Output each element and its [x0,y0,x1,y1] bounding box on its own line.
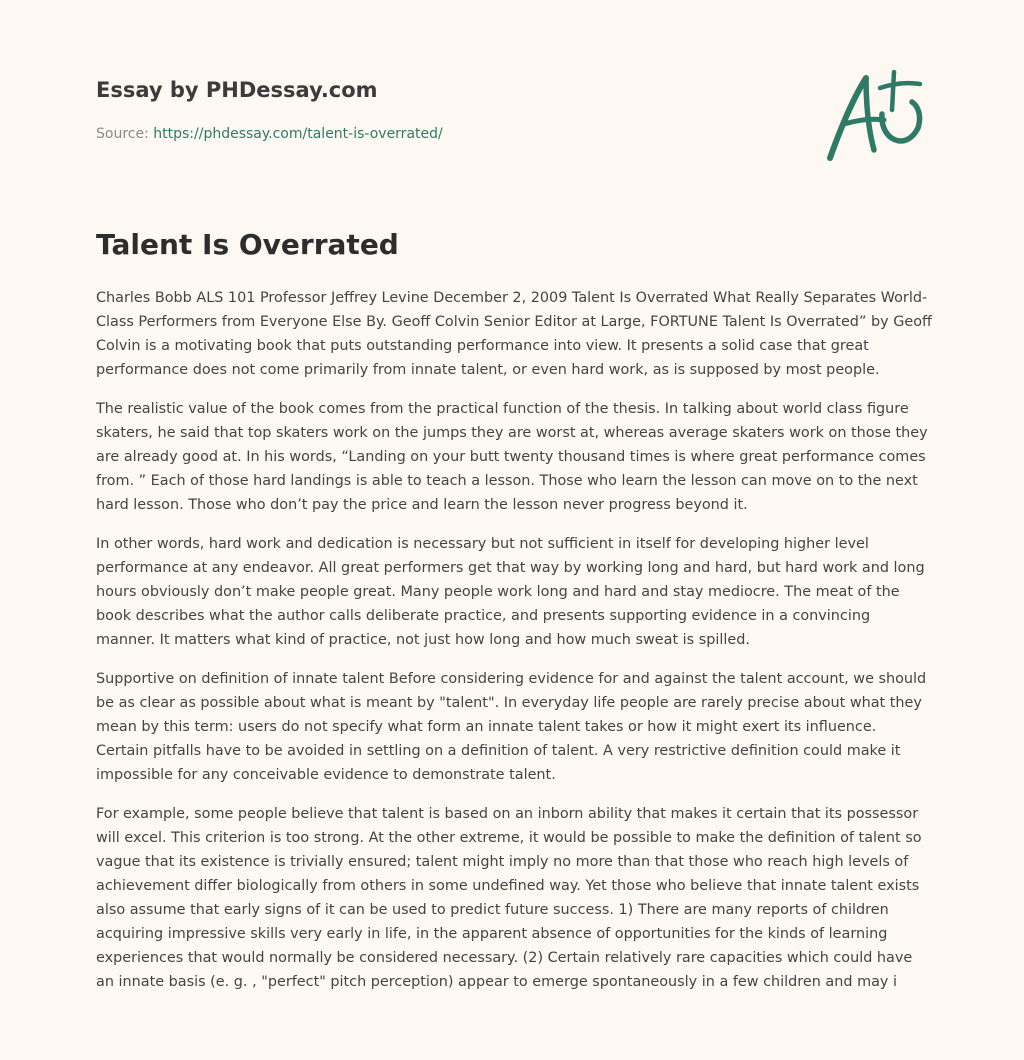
article-title: Talent Is Overrated [96,228,399,261]
article-body [96,286,932,1009]
source-label: Source: [96,126,149,142]
a-plus-logo-icon [822,66,926,164]
article-paragraph: For example, some people believe that talent is based on an inborn ability that makes it certain that its possessor will excel. This criterion is too strong. At the other extreme, it would be possible to make the definition of talent so vague that its existence is trivially ensured; talent might imply no more than that those who reach high levels of achievement differ biologically from others in some undefined way. Yet those who believe that innate talent exists also assume that early signs of it can be used to predict future success. 1) There are many reports of children acquiring impressive skills very early in life, in the apparent absence of opportunities for the kinds of learning experiences that would normally be considered necessary. (2) Certain relatively rare capacities which could have an innate basis (e. g. , "perfect" pitch perception) appear to emerge spontaneously in a few children and may i [96,806,922,990]
site-brand: Essay by PHDessay.com [96,78,378,102]
source-line [96,124,696,144]
article-paragraph: In other words, hard work and dedication is necessary but not sufficient in itself for developing higher level performance at any endeavor. All great performers get that way by working long and hard, but hard work and long hours obviously don’t make people great. Many people work long and hard and stay mediocre. The meat of the book describes what the author calls deliberate practice, and presents supporting evidence in a convincing manner. It matters what kind of practice, not just how long and how much sweat is spilled. [96,536,925,648]
article-paragraph: Charles Bobb ALS 101 Professor Jeffrey Levine December 2, 2009 Talent Is Overrated What Really Separates World- Class Performers from Everyone Else By. Geoff Colvin Senior Editor at Large, FORTUNE Talent Is Overrated” by Geoff Colvin is a motivating book that puts outstanding performance into view. It presents a solid case that great performance does not come primarily from innate talent, or even hard work, as is supposed by most people. [96,290,932,378]
article-paragraph: Supportive on definition of innate talent Before considering evidence for and against the talent account, we should be as clear as possible about what is meant by "talent". In everyday life people are rarely precise about what they mean by this term: users do not specify what form an innate talent takes or how it might exert its influence. Certain pitfalls have to be avoided in settling on a definition of talent. A very restrictive definition could make it impossible for any conceivable evidence to demonstrate talent. [96,671,927,783]
site-header [96,76,696,144]
source-link[interactable]: https://phdessay.com/talent-is-overrated/ [153,126,443,142]
article-paragraph: The realistic value of the book comes from the practical function of the thesis. In talking about world class figure skaters, he said that top skaters work on the jumps they are worst at, whereas average skaters work on those they are already good at. In his words, “Landing on your butt twenty thousand times is where great performance comes from. ” Each of those hard landings is able to teach a lesson. Those who learn the lesson can move on to the next hard lesson. Those who don’t pay the price and learn the lesson never progress beyond it. [96,401,928,513]
